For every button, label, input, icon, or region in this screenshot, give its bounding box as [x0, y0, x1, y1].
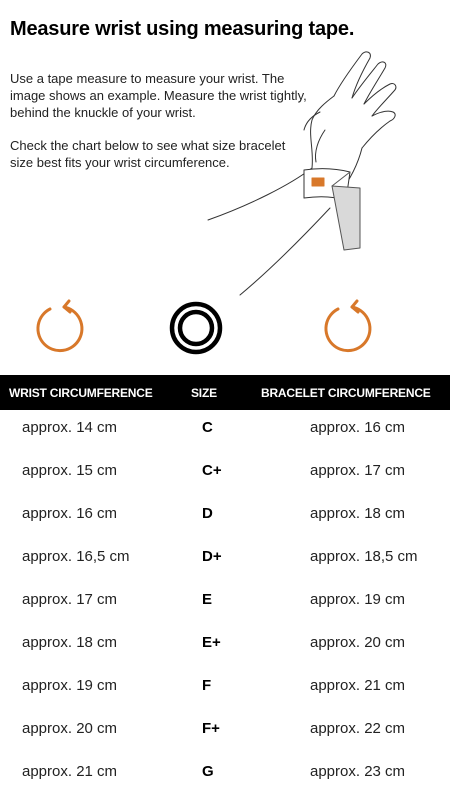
wrist-cell: approx. 16,5 cm	[22, 548, 130, 565]
table-row	[0, 582, 450, 625]
wrist-cell: approx. 21 cm	[22, 763, 118, 780]
rotate-cw-arrow-icon	[316, 298, 376, 358]
bracelet-cell: approx. 19 cm	[310, 591, 406, 608]
size-cell: F+	[202, 720, 220, 737]
table-header	[0, 375, 450, 410]
intro-paragraph-2: Check the chart below to see what size bracelet size best fits your wrist circumference.	[10, 138, 286, 170]
size-cell: E	[202, 591, 213, 608]
page-title: Measure wrist using measuring tape.	[10, 18, 355, 40]
wrist-cell: approx. 14 cm	[22, 419, 118, 436]
header-size: SIZE	[191, 386, 217, 400]
wrist-cell: approx. 18 cm	[22, 634, 118, 651]
bracelet-cell: approx. 18 cm	[310, 505, 406, 522]
bracelet-cell: approx. 21 cm	[310, 677, 406, 694]
bracelet-cell: approx. 16 cm	[310, 419, 406, 436]
table-row	[0, 496, 450, 539]
table-row	[0, 711, 450, 754]
header-wrist-circumference: WRIST CIRCUMFERENCE	[9, 386, 153, 400]
wrist-cell: approx. 19 cm	[22, 677, 118, 694]
bracelet-cell: approx. 22 cm	[310, 720, 406, 737]
size-chart-table	[0, 375, 450, 797]
bracelet-ring-icon	[166, 298, 226, 358]
intro-paragraph-1: Use a tape measure to measure your wrist. The image shows an example. Measure the wrist tightly, behind the knuckle of your wrist.	[10, 71, 307, 120]
size-cell: G	[202, 763, 214, 780]
wrist-measuring-illustration	[200, 40, 450, 300]
rotate-cw-arrow-icon	[28, 298, 88, 358]
table-row	[0, 625, 450, 668]
wrist-cell: approx. 15 cm	[22, 462, 118, 479]
size-icons-row	[0, 298, 450, 360]
size-cell: D+	[202, 548, 222, 565]
size-cell: F	[202, 677, 212, 694]
bracelet-cell: approx. 18,5 cm	[310, 548, 418, 565]
size-cell: C+	[202, 462, 222, 479]
table-row	[0, 539, 450, 582]
table-row	[0, 453, 450, 496]
header-bracelet-circumference: BRACELET CIRCUMFERENCE	[261, 386, 431, 400]
bracelet-cell: approx. 23 cm	[310, 763, 406, 780]
wrist-cell: approx. 17 cm	[22, 591, 118, 608]
size-cell: C	[202, 419, 213, 436]
wrist-cell: approx. 20 cm	[22, 720, 118, 737]
bracelet-cell: approx. 17 cm	[310, 462, 406, 479]
table-row	[0, 668, 450, 711]
table-row	[0, 410, 450, 453]
table-row	[0, 754, 450, 797]
size-cell: E+	[202, 634, 221, 651]
size-cell: D	[202, 505, 213, 522]
bracelet-cell: approx. 20 cm	[310, 634, 406, 651]
wrist-cell: approx. 16 cm	[22, 505, 118, 522]
